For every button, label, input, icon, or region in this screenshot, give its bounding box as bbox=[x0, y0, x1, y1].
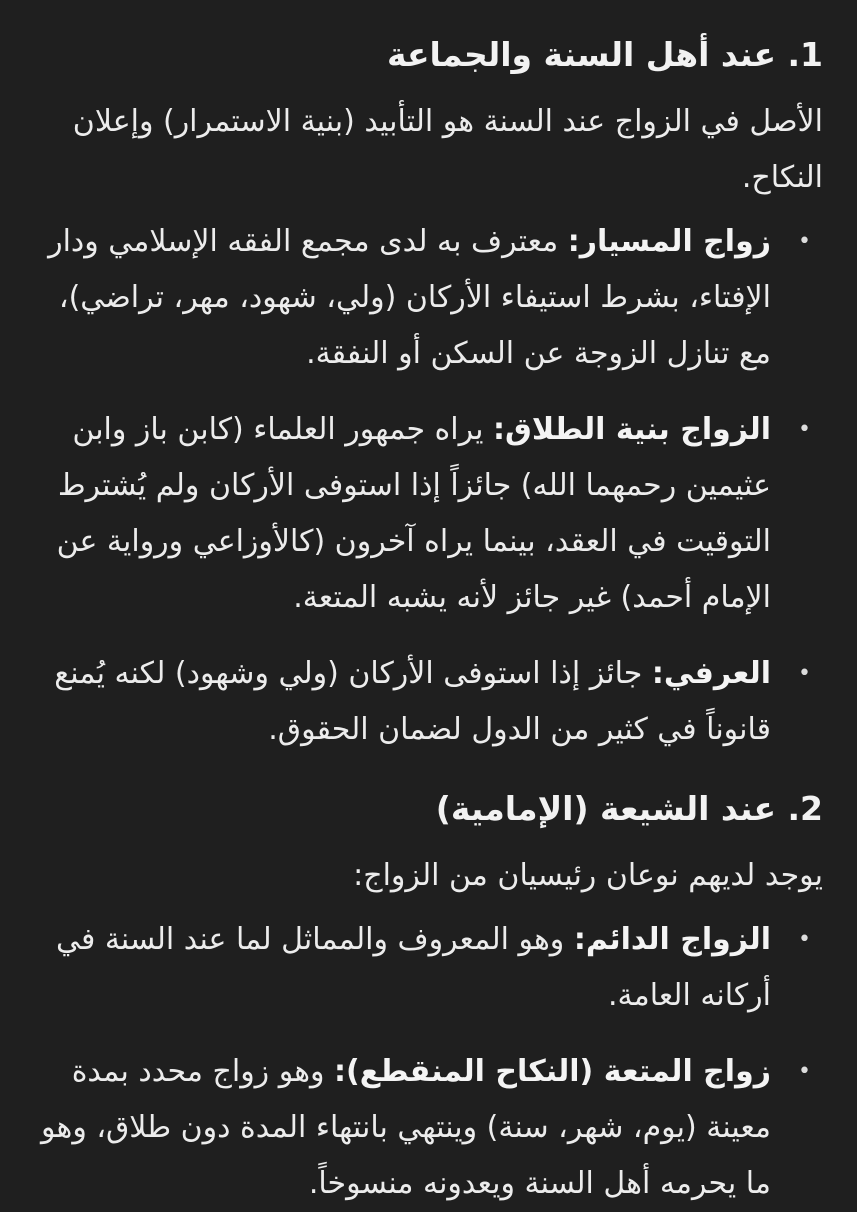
list-item bbox=[40, 646, 823, 758]
bullet-list-sunni bbox=[40, 214, 823, 758]
list-item-text: جائز إذا استوفى الأركان (ولي وشهود) لكنه يُمنع قانوناً في كثير من الدول لضمان الحقوق. bbox=[54, 656, 771, 747]
list-item bbox=[40, 1044, 823, 1212]
list-item-term: زواج المسيار: bbox=[567, 224, 771, 259]
section-heading-shia: 2. عند الشيعة (الإمامية) bbox=[435, 789, 823, 828]
list-item-text: وهو المعروف والمماثل لما عند السنة في أركانه العامة. bbox=[55, 922, 771, 1013]
list-item-term: العرفي: bbox=[651, 656, 771, 691]
list-item-text: معترف به لدى مجمع الفقه الإسلامي ودار الإفتاء، بشرط استيفاء الأركان (ولي، شهود، مهر، تراضي)، مع تنازل الزوجة عن السكن أو النفقة. bbox=[48, 224, 771, 371]
section-sunni bbox=[40, 30, 823, 758]
list-item bbox=[40, 912, 823, 1024]
section-heading-sunni: 1. عند أهل السنة والجماعة bbox=[386, 35, 823, 74]
list-item-term: زواج المتعة (النكاح المنقطع): bbox=[334, 1054, 771, 1089]
bullet-list-shia bbox=[40, 912, 823, 1212]
list-item-term: الزواج بنية الطلاق: bbox=[493, 412, 771, 447]
list-item-text: وهو زواج محدد بمدة معينة (يوم، شهر، سنة) وينتهي بانتهاء المدة دون طلاق، وهو ما يحرمه أهل السنة ويعدونه منسوخاً. bbox=[41, 1054, 771, 1201]
list-item bbox=[40, 214, 823, 382]
list-item-term: الزواج الدائم: bbox=[573, 922, 771, 957]
section-shia bbox=[40, 784, 823, 1212]
list-item bbox=[40, 402, 823, 626]
list-item-text: يراه جمهور العلماء (كابن باز وابن عثيمين رحمهما الله) جائزاً إذا استوفى الأركان ولم يُشترط التوقيت في العقد، بينما يراه آخرون (كالأوزاعي ورواية عن الإمام أحمد) غير جائز لأنه يشبه المتعة. bbox=[56, 412, 771, 615]
section-intro-sunni: الأصل في الزواج عند السنة هو التأبيد (بنية الاستمرار) وإعلان النكاح. bbox=[72, 104, 823, 195]
section-intro-shia: يوجد لديهم نوعان رئيسيان من الزواج: bbox=[353, 858, 823, 893]
